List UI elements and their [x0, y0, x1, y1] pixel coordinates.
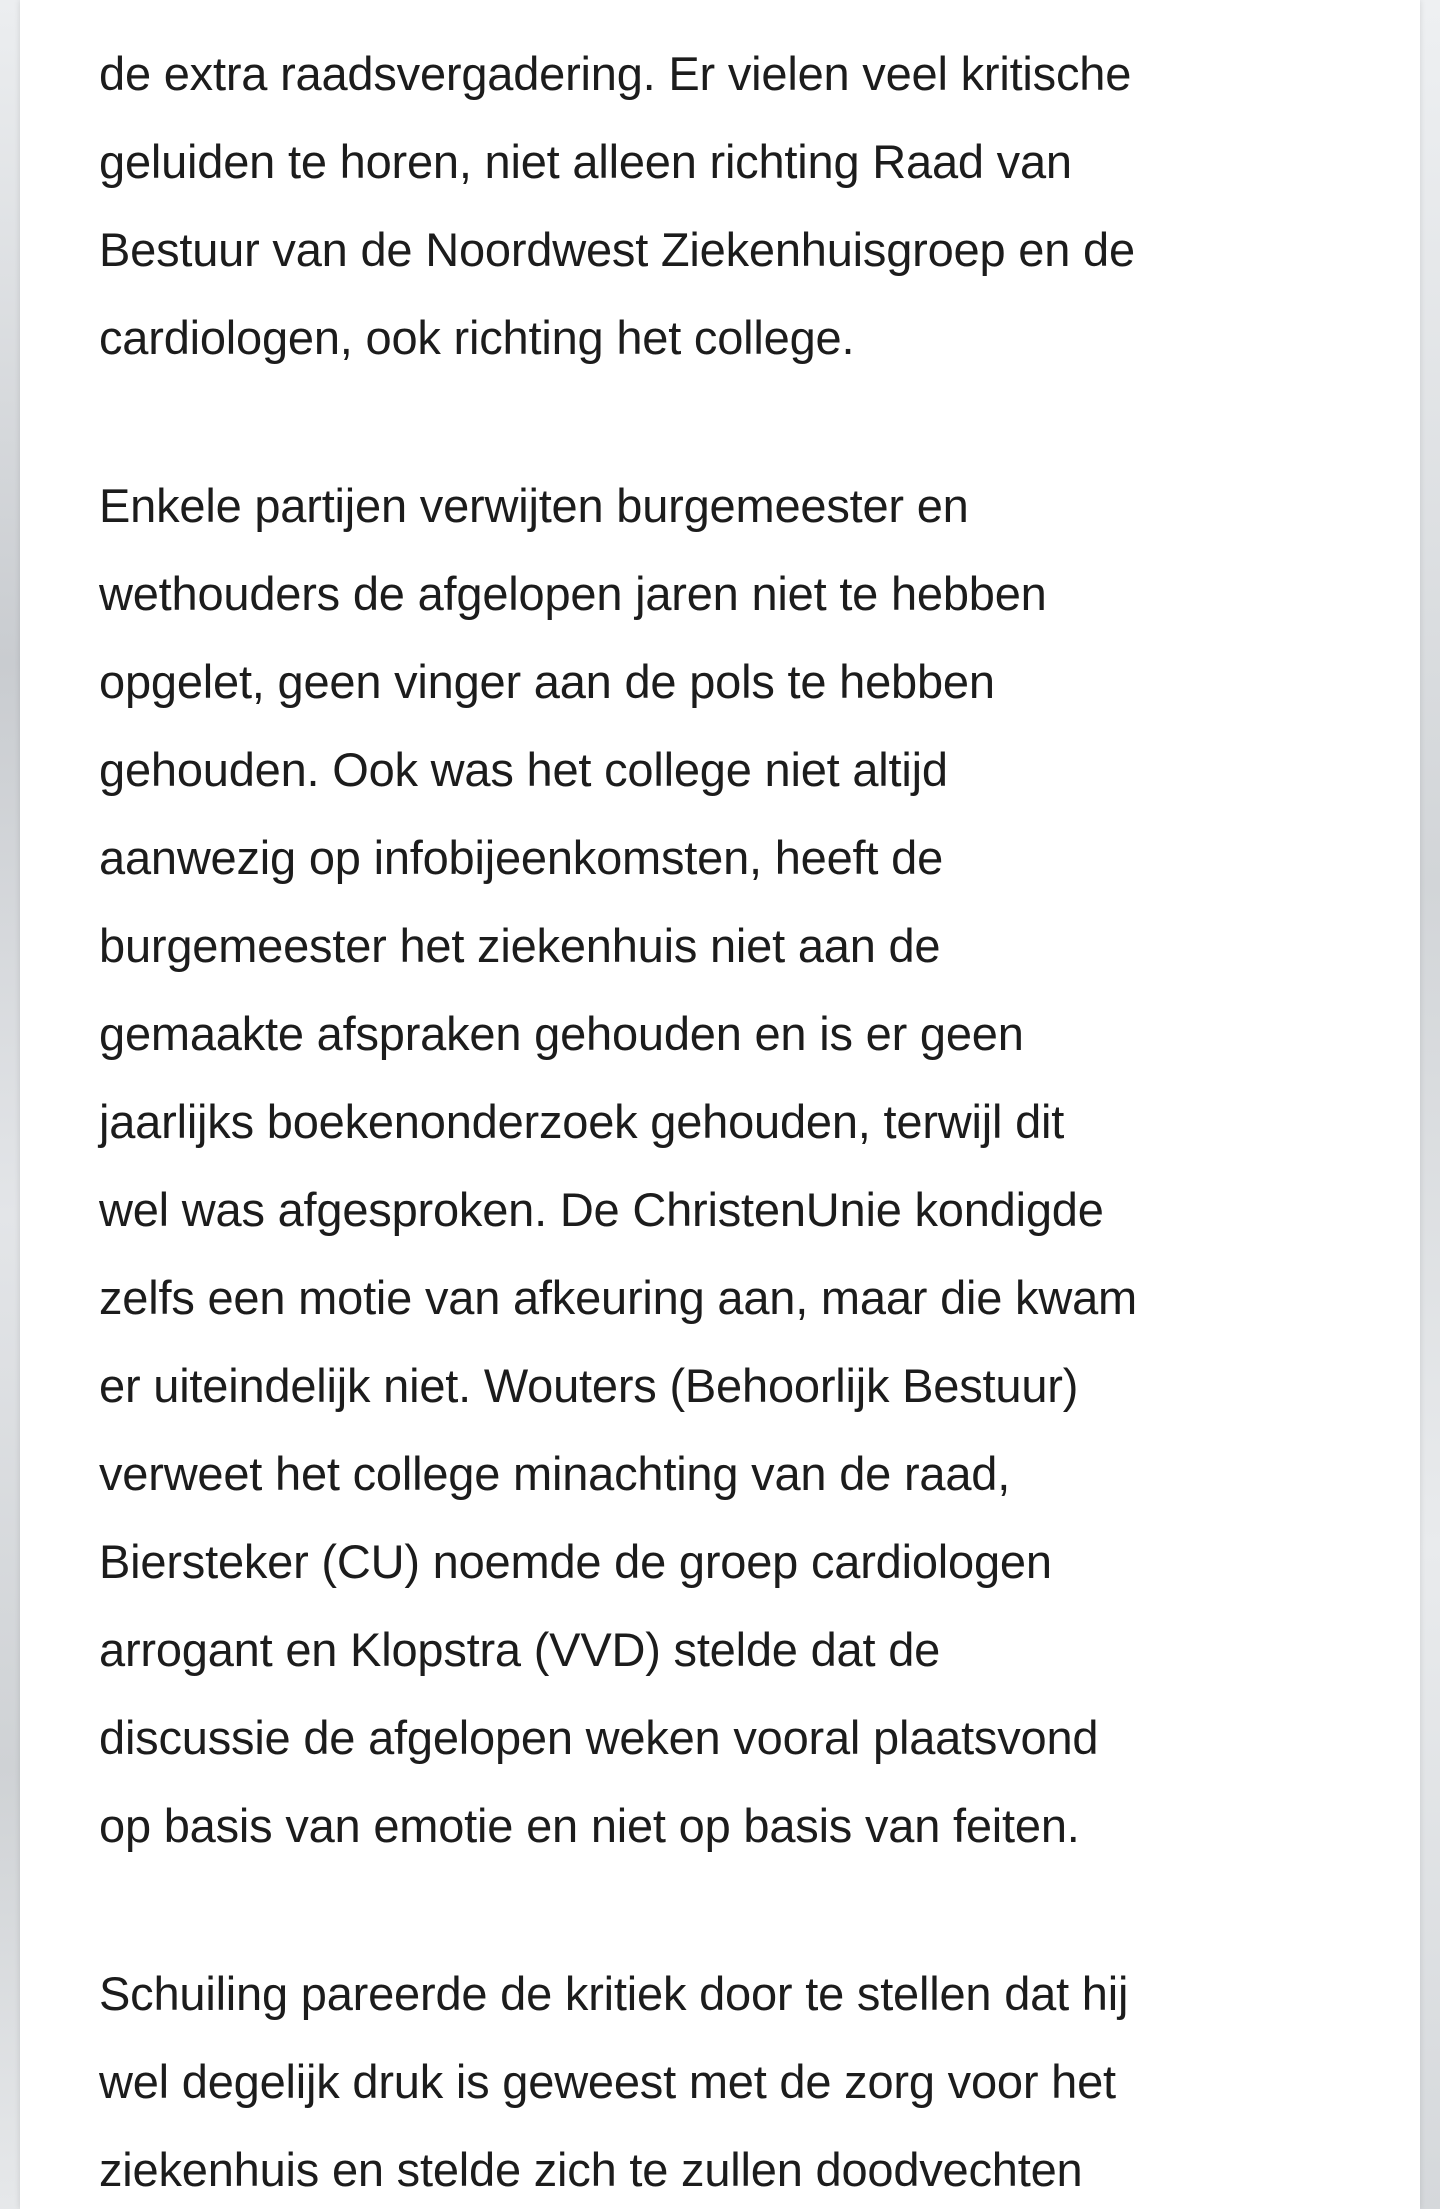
paragraph-spacer [99, 382, 1389, 462]
paragraph-line: discussie de afgelopen weken vooral plaatsvond [99, 1711, 1099, 1764]
paragraph-line: verweet het college minachting van de raad, [99, 1447, 1011, 1500]
background-left-edge [0, 0, 20, 2209]
paragraph-line: burgemeester het ziekenhuis niet aan de [99, 919, 941, 972]
paragraph-council-meeting [99, 30, 1389, 382]
paragraph-line: opgelet, geen vinger aan de pols te hebben [99, 655, 995, 708]
paragraph-line: ziekenhuis en stelde zich te zullen doodvechten [99, 2143, 1083, 2196]
paragraph-line: cardiologen, ook richting het college. [99, 311, 855, 364]
paragraph-line: jaarlijks boekenonderzoek gehouden, terwijl dit [99, 1095, 1065, 1148]
paragraph-line: wethouders de afgelopen jaren niet te hebben [99, 567, 1047, 620]
paragraph-line: op basis van emotie en niet op basis van feiten. [99, 1799, 1080, 1852]
paragraph-line: Biersteker (CU) noemde de groep cardiologen [99, 1535, 1052, 1588]
paragraph-response [99, 1950, 1389, 2209]
paragraph-spacer [99, 1870, 1389, 1950]
paragraph-line: aanwezig op infobijeenkomsten, heeft de [99, 831, 944, 884]
article-card[interactable] [20, 0, 1420, 2209]
paragraph-line: geluiden te horen, niet alleen richting Raad van [99, 135, 1072, 188]
paragraph-line: de extra raadsvergadering. Er vielen veel kritische [99, 47, 1132, 100]
paragraph-criticism [99, 462, 1389, 1870]
paragraph-line: Bestuur van de Noordwest Ziekenhuisgroep en de [99, 223, 1135, 276]
background-right-edge [1420, 0, 1440, 2209]
paragraph-line: gehouden. Ook was het college niet altijd [99, 743, 948, 796]
paragraph-line: Enkele partijen verwijten burgemeester en [99, 479, 969, 532]
paragraph-line: gemaakte afspraken gehouden en is er geen [99, 1007, 1024, 1060]
paragraph-line: zelfs een motie van afkeuring aan, maar die kwam [99, 1271, 1137, 1324]
paragraph-line: arrogant en Klopstra (VVD) stelde dat de [99, 1623, 941, 1676]
paragraph-line: wel was afgesproken. De ChristenUnie kondigde [99, 1183, 1104, 1236]
paragraph-line: er uiteindelijk niet. Wouters (Behoorlijk Bestuur) [99, 1359, 1079, 1412]
paragraph-line: Schuiling pareerde de kritiek door te stellen dat hij [99, 1967, 1129, 2020]
article-body [99, 30, 1389, 2209]
paragraph-line: wel degelijk druk is geweest met de zorg voor het [99, 2055, 1116, 2108]
